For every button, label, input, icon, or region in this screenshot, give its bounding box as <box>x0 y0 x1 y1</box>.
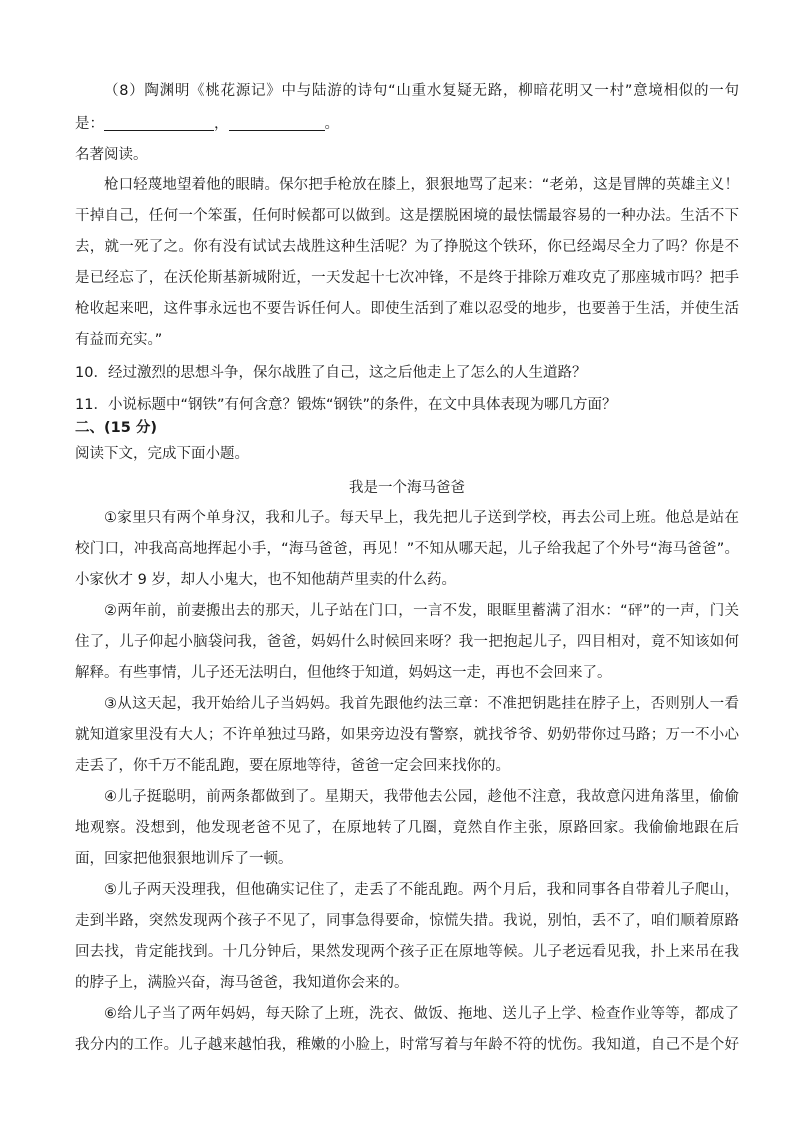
article-line: 小家伙才 9 岁，却人小鬼大，也不知他葫芦里卖的什么药。 <box>75 572 456 588</box>
passage-line: 枪收起来吧，这件事永远也不要告诉任何人。即使生活到了难以忍受的地步，也要善于生活，并使生活 <box>75 301 739 317</box>
article-line: ⑤儿子两天没理我，但他确实记住了，走丢了不能乱跑。两个月后，我和同事各自带着儿子爬山， <box>104 882 739 898</box>
article-line: 的脖子上，满脸兴奋，海马爸爸，我知道你会来的。 <box>75 975 409 991</box>
section-heading: 二、(15 分) <box>75 420 157 436</box>
passage-line: 有益而充实。” <box>75 332 163 348</box>
question-10: 10．经过激烈的思想斗争，保尔战胜了自己，这之后他走上了怎么的人生道路？ <box>75 365 587 381</box>
article-line: ③从这天起，我开始给儿子当妈妈。我首先跟他约法三章：不准把钥匙挂在脖子上，否则别人一看 <box>104 696 739 712</box>
passage-line: 干掉自己，任何一个笨蛋，任何时候都可以做到。这是摆脱困境的最怯懦最容易的一种办法。生活不下 <box>75 208 739 224</box>
instruction-text: 阅读下文，完成下面小题。 <box>75 446 249 462</box>
article-line: 走丢了，你千万不能乱跑，要在原地等待，爸爸一定会回来找你的。 <box>75 758 510 774</box>
answer-blank-1[interactable] <box>104 116 214 131</box>
reading-title: 名著阅读。 <box>75 147 148 163</box>
article-line: 解释。有些事情，儿子还无法明白，但他终于知道，妈妈这一走，再也不会回来了。 <box>75 665 612 681</box>
article-line: 面，回家把他狠狠地训斥了一顿。 <box>75 851 293 867</box>
article-line: 我分内的工作。儿子越来越怕我，稚嫩的小脸上，时常写着与年龄不符的忧伤。我知道，自己不是个好 <box>75 1037 739 1053</box>
question-8-line-1: （8）陶渊明《桃花源记》中与陆游的诗句“山重水复疑无路，柳暗花明又一村”意境相似的一句 <box>104 83 739 99</box>
article-line: ④儿子挺聪明，前两条都做到了。星期天，我带他去公园，趁他不注意，我故意闪进角落里，偷偷 <box>104 789 739 805</box>
article-line: ①家里只有两个单身汉，我和儿子。每天早上，我先把儿子送到学校，再去公司上班。他总是站在 <box>104 510 739 526</box>
answer-prefix: 是： <box>75 116 104 132</box>
question-8-answer-line <box>75 115 739 133</box>
article-line: 校门口，冲我高高地挥起小手，“海马爸爸，再见！”不知从哪天起，儿子给我起了个外号“海马爸爸”。 <box>75 541 739 557</box>
passage-line: 是已经忘了，在沃伦斯基新城附近，一天发起十七次冲锋，不是终于排除万难攻克了那座城市吗？把手 <box>75 270 739 286</box>
passage-line: 枪口轻蔑地望着他的眼睛。保尔把手枪放在膝上，狠狠地骂了起来：“老弟，这是冒牌的英雄主义！ <box>104 177 739 193</box>
article-line: 就知道家里没有大人；不许单独过马路，如果旁边没有警察，就找爷爷、奶奶带你过马路；万一不小心 <box>75 727 739 743</box>
article-title: 我是一个海马爸爸 <box>349 480 465 496</box>
article-line: ⑥给儿子当了两年妈妈，每天除了上班，洗衣、做饭、拖地、送儿子上学、检查作业等等，都成了 <box>104 1006 739 1022</box>
question-11: 11．小说标题中“钢铁”有何含意？锻炼“钢铁”的条件，在文中具体表现为哪几方面？ <box>75 397 617 413</box>
article-line: ②两年前，前妻搬出去的那天，儿子站在门口，一言不发，眼眶里蓄满了泪水：“砰”的一声，门关 <box>104 603 739 619</box>
article-line: 走到半路，突然发现两个孩子不见了，同事急得要命，惊慌失措。我说，别怕，丢不了，咱们顺着原路 <box>75 913 739 929</box>
answer-blank-2[interactable] <box>229 116 325 131</box>
article-line: 回去找，肯定能找到。十几分钟后，果然发现两个孩子正在原地等候。儿子老远看见我，扑上来吊在我 <box>75 944 739 960</box>
answer-separator: ， <box>214 116 229 132</box>
answer-end: 。 <box>324 116 339 132</box>
passage-line: 去，就一死了之。你有没有试试去战胜这种生活呢？为了挣脱这个铁环，你已经竭尽全力了吗？你是不 <box>75 239 739 255</box>
article-line: 住了，儿子仰起小脑袋问我，爸爸，妈妈什么时候回来呀？我一把抱起儿子，四目相对，竟不知该如何 <box>75 634 739 650</box>
article-line: 地观察。没想到，他发现老爸不见了，在原地转了几圈，竟然自作主张，原路回家。我偷偷地跟在后 <box>75 820 739 836</box>
